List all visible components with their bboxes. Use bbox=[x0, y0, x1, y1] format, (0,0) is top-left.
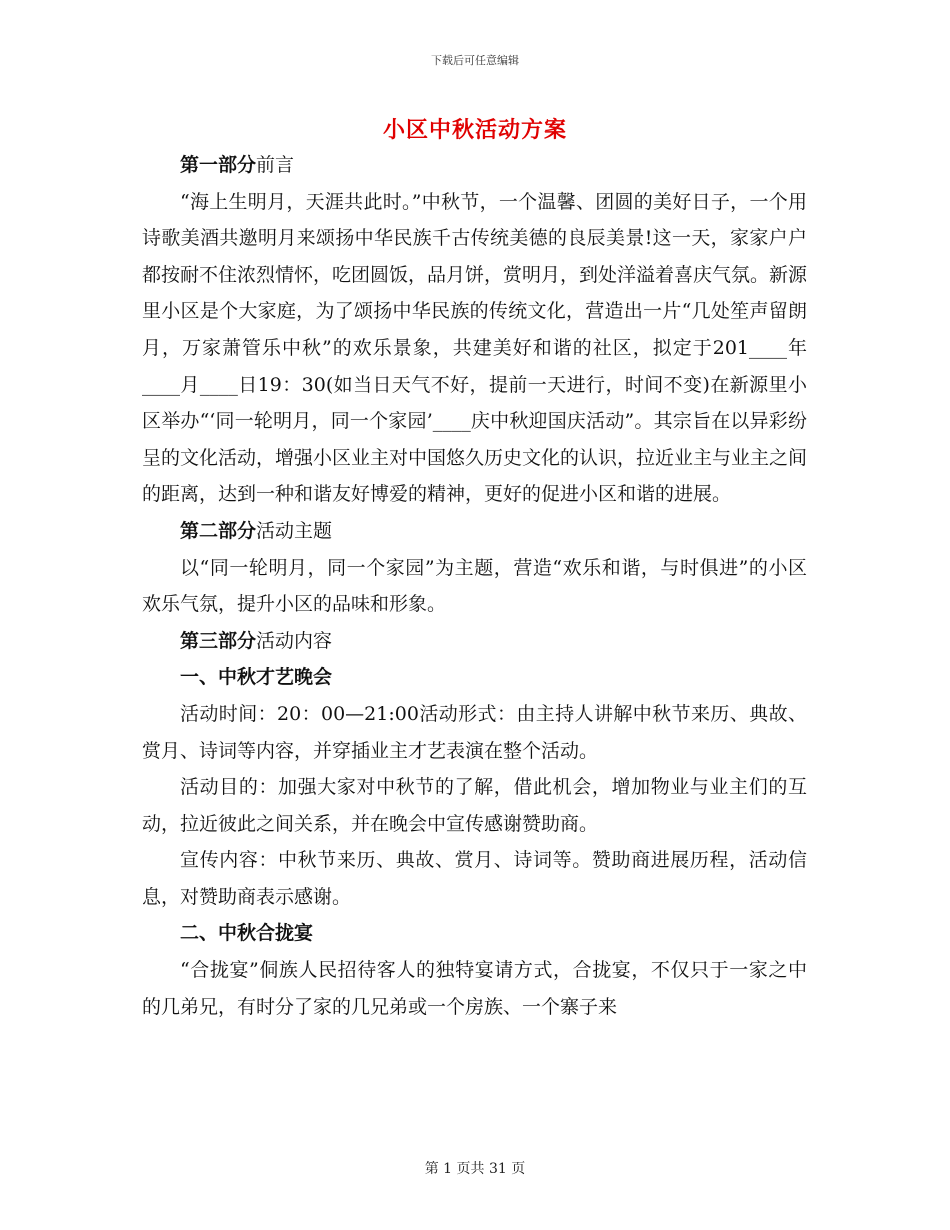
section1-purpose-paragraph: 活动目的：加强大家对中秋节的了解，借此机会，增加物业与业主们的互动，拉近彼此之间关系，并在晚会中宣传感谢赞助商。 bbox=[142, 776, 807, 835]
part2-name: 活动主题 bbox=[256, 519, 333, 542]
document-title: 小区中秋活动方案 bbox=[382, 117, 567, 143]
section1-time-paragraph: 活动时间：20：00—21:00活动形式：由主持人讲解中秋节来历、典故、赏月、诗词等内容，并穿插业主才艺表演在整个活动。 bbox=[142, 702, 807, 762]
part3-name: 活动内容 bbox=[256, 629, 333, 652]
part3-heading bbox=[142, 623, 807, 660]
part2-label: 第二部分 bbox=[180, 519, 257, 542]
part1-heading bbox=[142, 147, 807, 184]
document-body bbox=[142, 147, 807, 1025]
part1-name: 前言 bbox=[256, 154, 295, 176]
part2-paragraph: 以“同一轮明月，同一个家园”为主题，营造“欢乐和谐，与时俱进”的小区欢乐气氛，提升小区的品味和形象。 bbox=[142, 556, 807, 616]
page-footer: 第 1 页共 31 页 bbox=[424, 1161, 526, 1177]
section2-heading: 二、中秋合拢宴 bbox=[180, 922, 314, 945]
page-header: 下载后可任意编辑 bbox=[431, 54, 519, 67]
part2-heading bbox=[142, 513, 807, 550]
section1-heading: 一、中秋才艺晚会 bbox=[180, 666, 333, 689]
section2-paragraph: “合拢宴”侗族人民招待客人的独特宴请方式，合拢宴，不仅只于一家之中的几弟兄，有时分了家的几兄弟或一个房族、一个寨子来 bbox=[142, 959, 807, 1018]
part1-label: 第一部分 bbox=[180, 154, 257, 176]
part3-label: 第三部分 bbox=[180, 629, 257, 652]
part1-paragraph: “海上生明月，天涯共此时。”中秋节，一个温馨、团圆的美好日子，一个用诗歌美酒共邀明月来颂扬中华民族千古传统美德的良辰美景!这一天，家家户户都按耐不住浓烈情怀，吃团圆饭，品月饼，赏明月，到处洋溢着喜庆气氛。新源里小区是个大家庭，为了颂扬中华民族的传统文化，营造出一片“几处笙声留朗月，万家萧管乐中秋”的欢乐景象，共建美好和谐的社区，拟定于201____年____月____日19：30(如当日天气不好，提前一天进行，时间不变)在新源里小区举办“‘同一轮明月，同一个家园’____庆中秋迎国庆活动”。其宗旨在以异彩纷呈的文化活动，增强小区业主对中国悠久历史文化的认识，拉近业主与业主之间的距离，达到一种和谐友好博爱的精神，更好的促进小区和谐的进展。 bbox=[142, 190, 808, 506]
section1-promo-paragraph: 宣传内容：中秋节来历、典故、赏月、诗词等。赞助商进展历程，活动信息，对赞助商表示感谢。 bbox=[142, 849, 807, 908]
